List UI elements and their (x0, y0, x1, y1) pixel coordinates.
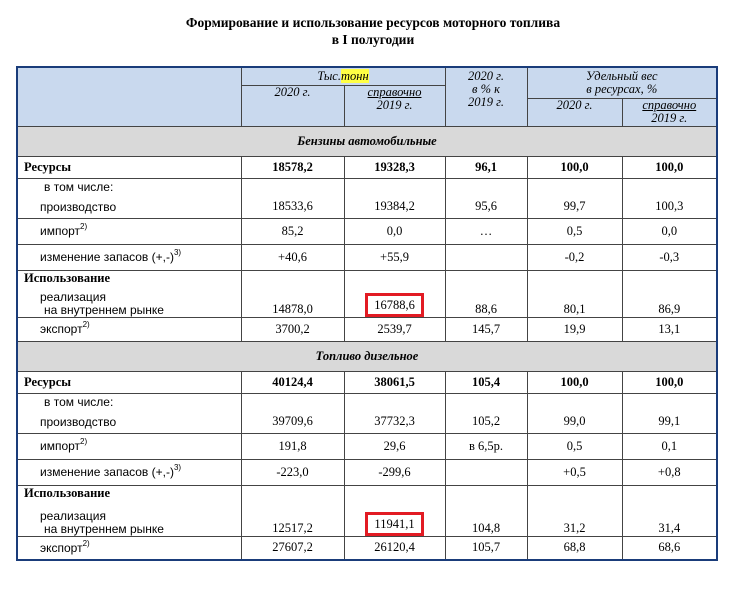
header-blank-cell-2 (17, 98, 241, 126)
table-row: экспорт$^{2)}$ 27607,2 26120,4 105,7 68,8 68,6 (17, 536, 717, 560)
annotation-box: 11941,1 (365, 512, 423, 536)
header-share: Удельный вес в ресурсах, % (527, 67, 717, 98)
title-line-2: в I полугодии (331, 32, 415, 47)
table-row: экспорт$^{2)}$ 3700,2 2539,7 145,7 19,9 13,1 (17, 317, 717, 341)
header-unit: Тыс.тонн (241, 67, 445, 85)
table-row: в том числе: (17, 393, 717, 411)
fuel-resources-table (16, 66, 718, 561)
table-row: Использование (17, 270, 717, 287)
header-col-2019: справочно 2019 г. (344, 85, 445, 126)
header-share-2019: справочно 2019 г. (622, 98, 717, 126)
table-row: производство 39709,6 37732,3 105,2 99,0 99,1 (17, 411, 717, 433)
header-share-2020: 2020 г. (527, 98, 622, 126)
table-row: Использование (17, 485, 717, 502)
table-row: Ресурсы 18578,2 19328,3 96,1 100,0 100,0 (17, 156, 717, 178)
table-row: изменение запасов (+,-)$^{3)}$ -223,0 -299,6 +0,5 +0,8 (17, 459, 717, 485)
table-row: в том числе: (17, 178, 717, 196)
table-row: реализация на внутреннем рынке 12517,2 11941,1 104,8 31,2 31,4 (17, 502, 717, 536)
table-row: Ресурсы 40124,4 38061,5 105,4 100,0 100,0 (17, 371, 717, 393)
table-row: реализация на внутреннем рынке 14878,0 16788,6 88,6 80,1 86,9 (17, 287, 717, 317)
annotation-box: 16788,6 (365, 293, 424, 317)
header-pct: 2020 г. в % к 2019 г. (445, 67, 527, 126)
table-row: импорт$^{2)}$ 85,2 0,0 … 0,5 0,0 (17, 218, 717, 244)
page-title (0, 14, 746, 48)
table-row: производство 18533,6 19384,2 95,6 99,7 100,3 (17, 196, 717, 218)
table-row: изменение запасов (+,-)$^{3)}$ +40,6 +55,9 -0,2 -0,3 (17, 244, 717, 270)
header-blank-cell (17, 67, 241, 98)
highlighted-unit: тонн (340, 68, 369, 83)
table-row: импорт$^{2)}$ 191,8 29,6 в 6,5р. 0,5 0,1 (17, 433, 717, 459)
header-col-2020: 2020 г. (241, 85, 344, 126)
section-title-gasoline: Бензины автомобильные (17, 126, 717, 156)
title-line-1: Формирование и использование ресурсов моторного топлива (185, 15, 561, 30)
section-title-diesel: Топливо дизельное (17, 341, 717, 371)
